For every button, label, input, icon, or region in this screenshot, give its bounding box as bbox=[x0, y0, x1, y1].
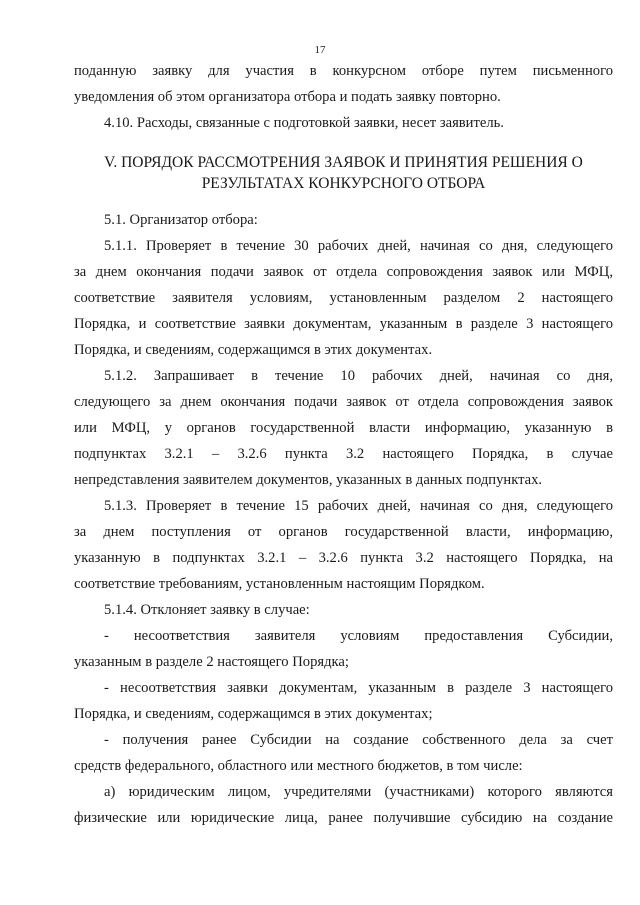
text-line: соответствие требованиям, установленным настоящим Порядком. bbox=[74, 576, 485, 592]
text-line: подпунктах 3.2.1 – 3.2.6 пункта 3.2 настоящего Порядка, в случае bbox=[74, 446, 613, 462]
text-line: 5.1.3. Проверяет в течение 15 рабочих дней, начиная со дня, следующего bbox=[104, 498, 613, 514]
text-line: средств федерального, областного или местного бюджетов, в том числе: bbox=[74, 758, 523, 774]
text-line: поданную заявку для участия в конкурсном отборе путем письменного bbox=[74, 63, 613, 79]
text-line: 4.10. Расходы, связанные с подготовкой заявки, несет заявитель. bbox=[104, 115, 504, 131]
section-heading-line-2: РЕЗУЛЬТАТАХ КОНКУРСНОГО ОТБОРА bbox=[201, 175, 486, 192]
text-line: Порядка, и сведениям, содержащимся в этих документах. bbox=[74, 342, 433, 358]
text-line: а) юридическим лицом, учредителями (участниками) которого являются bbox=[104, 784, 613, 800]
text-line: следующего за днем окончания подачи заявок от отдела сопровождения заявок bbox=[74, 394, 613, 410]
text-line: указанным в разделе 2 настоящего Порядка; bbox=[74, 654, 349, 670]
text-line: за днем поступления от органов государственной власти, информацию, bbox=[74, 524, 613, 540]
text-line: или МФЦ, у органов государственной власти информацию, указанную в bbox=[74, 420, 613, 436]
text-line: 5.1. Организатор отбора: bbox=[104, 212, 258, 228]
text-line: 5.1.1. Проверяет в течение 30 рабочих дней, начиная со дня, следующего bbox=[104, 238, 613, 254]
text-line: непредставления заявителем документов, указанных в данных подпунктах. bbox=[74, 472, 543, 488]
text-line: указанную в подпунктах 3.2.1 – 3.2.6 пункта 3.2 настоящего Порядка, на bbox=[74, 550, 613, 566]
text-line: Порядка, и сведениям, содержащимся в этих документах; bbox=[74, 706, 433, 722]
page-number: 17 bbox=[314, 44, 326, 56]
text-line: Порядка, и соответствие заявки документам, указанным в разделе 3 настоящего bbox=[74, 316, 613, 332]
text-line: 5.1.2. Запрашивает в течение 10 рабочих дней, начиная со дня, bbox=[104, 368, 613, 384]
text-line: - несоответствия заявителя условиям предоставления Субсидии, bbox=[104, 628, 613, 644]
text-line: соответствие заявителя условиям, установленным разделом 2 настоящего bbox=[74, 290, 613, 306]
text-line: за днем окончания подачи заявок от отдела сопровождения заявок или МФЦ, bbox=[74, 264, 613, 280]
text-line: - получения ранее Субсидии на создание собственного дела за счет bbox=[104, 732, 613, 748]
section-heading-line-1: V. ПОРЯДОК РАССМОТРЕНИЯ ЗАЯВОК И ПРИНЯТИЯ РЕШЕНИЯ О bbox=[104, 154, 583, 171]
text-line: физические или юридические лица, ранее получившие субсидию на создание bbox=[74, 810, 613, 826]
text-line: 5.1.4. Отклоняет заявку в случае: bbox=[104, 602, 310, 618]
text-line: - несоответствия заявки документам, указанным в разделе 3 настоящего bbox=[104, 680, 613, 696]
text-line: уведомления об этом организатора отбора и подать заявку повторно. bbox=[74, 89, 501, 105]
